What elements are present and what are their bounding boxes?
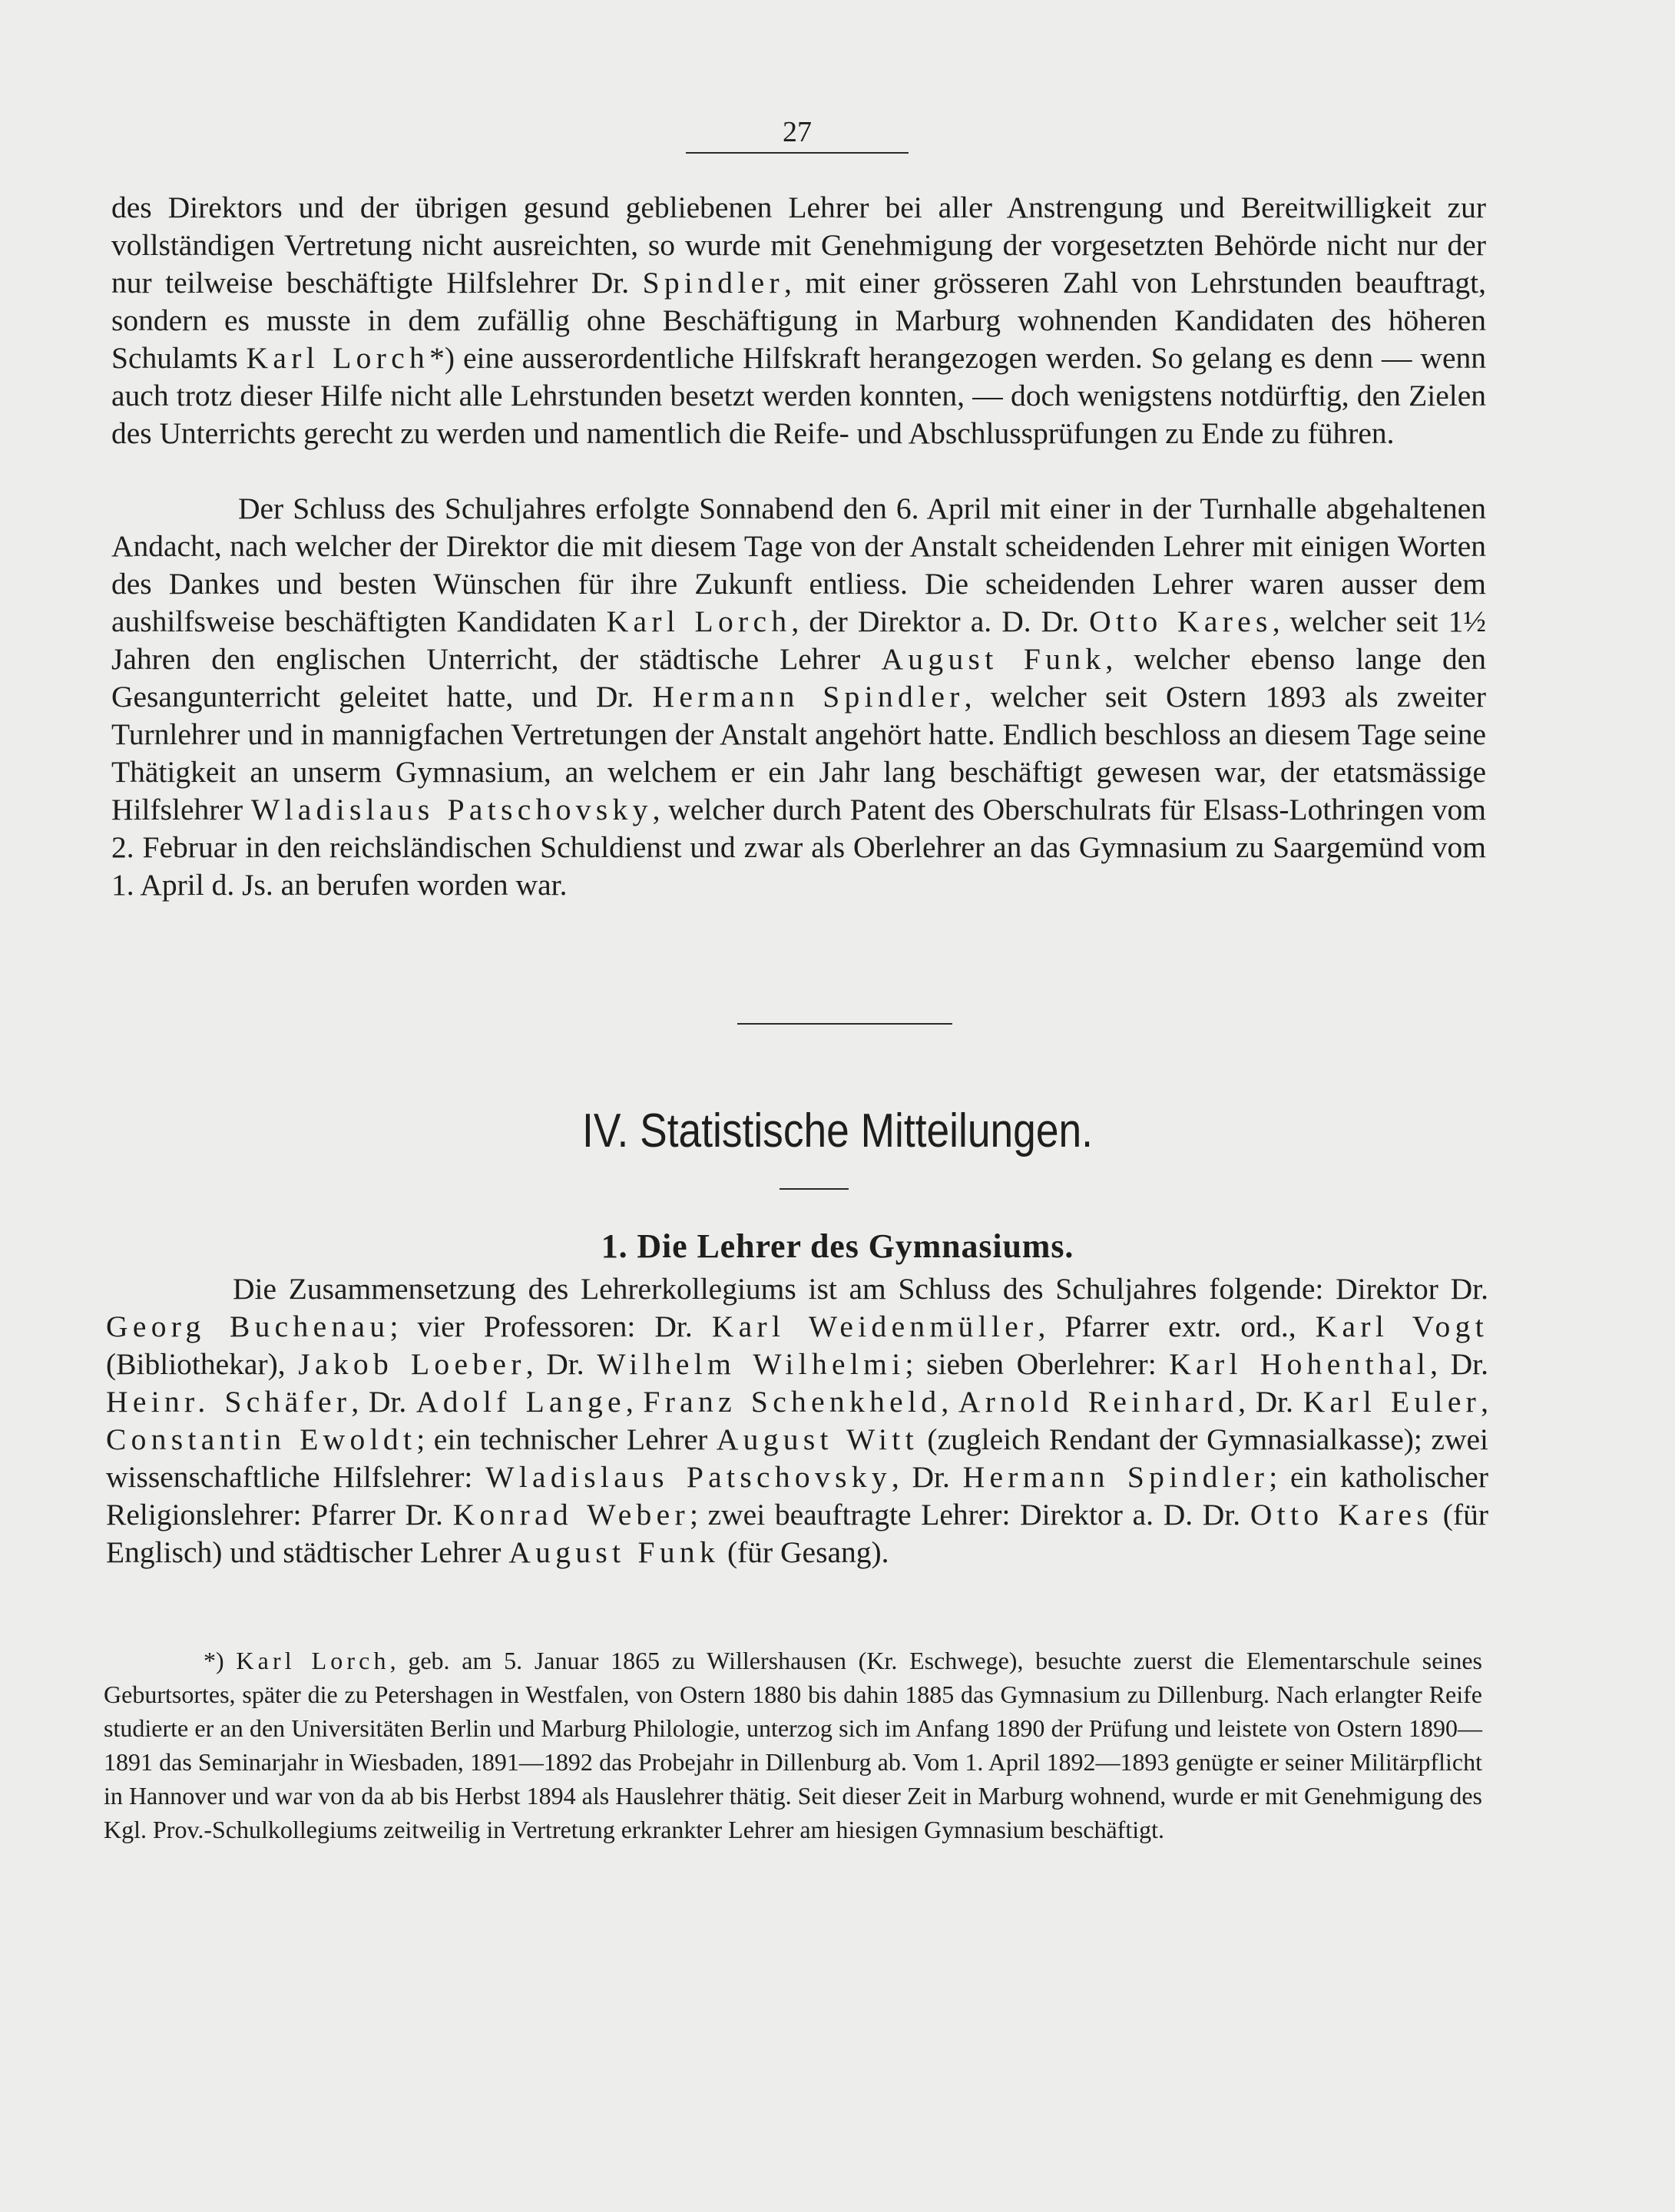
- spaced-name: Karl Euler: [1303, 1385, 1481, 1419]
- title-underline: [780, 1188, 849, 1190]
- text-run: (zugleich Rendant der Gymnasialkasse); zwei wissenschaftliche Hilfslehrer:: [106, 1422, 1489, 1494]
- spaced-name: Karl Vogt: [1315, 1310, 1488, 1343]
- page-number: 27: [686, 114, 909, 154]
- spaced-name: Adolf Lange: [415, 1385, 626, 1419]
- spaced-name: August Witt: [716, 1422, 919, 1456]
- text-run: ,: [625, 1385, 644, 1419]
- text-run: Der Schluss des Schuljahres erfolgte Sonnabend den 6. April mit einer in der Turnhalle abgehaltenen Andacht, nach welcher der Direktor die mit diesem Tage von der Anstalt scheidenden Lehrer mit einigen Worten des Dankes und besten Wünschen für ihre Zukunft entliess. Die scheidenden Lehrer waren ausser dem aushilfsweise beschäftigten Kandidaten: [111, 492, 1486, 638]
- subsection-title: 1. Die Lehrer des Gymnasiums.: [601, 1227, 1074, 1265]
- section-title: IV. Statistische Mitteilungen.: [582, 1104, 1093, 1157]
- spaced-name: Karl Weidenmüller: [711, 1310, 1038, 1343]
- text-run: , Pfarrer extr. ord.,: [1038, 1310, 1316, 1343]
- text-run: , der Direktor a. D. Dr.: [791, 604, 1090, 638]
- spaced-name: Hermann Spindler: [962, 1460, 1269, 1494]
- separator-rule: [737, 1023, 952, 1025]
- paragraph-continued: [111, 189, 1486, 452]
- text-run: ,: [941, 1385, 958, 1419]
- spaced-name: Arnold Reinhard: [958, 1385, 1239, 1419]
- spaced-name: Wilhelm Wilhelmi: [597, 1347, 905, 1381]
- text-run: , geb. am 5. Januar 1865 zu Willershausen (Kr. Eschwege), besuchte zuerst die Elementarschule seines Geburtsortes, später die zu Petershagen in Westfalen, von Ostern 1880 bis dahin 1885 das Gymnasium zu Dillenburg. Nach erlangter Reife studierte er an den Universitäten Berlin und Marburg Philologie, unterzog sich im Anfang 1890 der Prüfung und leistete von Ostern 1890—1891 das Seminarjahr in Wiesbaden, 1891—1892 das Probejahr in Dillenburg ab. Vom 1. April 1892—1893 genügte er seiner Militärpflicht in Hannover und war von da ab bis Herbst 1894 als Hauslehrer thätig. Seit dieser Zeit in Marburg wohnend, wurde er mit Genehmigung des Kgl. Prov.-Schulkollegiums zeitweilig in Vertretung erkrankter Lehrer am hiesigen Gymnasium beschäftigt.: [104, 1647, 1482, 1843]
- text-run: ; sieben Oberlehrer:: [905, 1347, 1170, 1381]
- spaced-name: Wladislaus Patschovsky: [485, 1460, 892, 1494]
- spaced-name: Karl Lorch: [236, 1647, 390, 1674]
- text-run: , Dr.: [1430, 1347, 1489, 1381]
- footnote: [104, 1644, 1482, 1846]
- spaced-name: Karl Lorch: [606, 604, 792, 638]
- text-run: , welcher seit 1½ Jahren den englischen Unterricht, der städtische Lehrer: [111, 604, 1487, 676]
- text-run: , Dr.: [351, 1385, 416, 1419]
- text-run: , Dr.: [525, 1347, 598, 1381]
- paragraph-school-year-end: [111, 490, 1486, 904]
- spaced-name: Otto Kares: [1250, 1498, 1434, 1532]
- text-run: , welcher seit Ostern 1893 als zweiter Turnlehrer und in mannigfachen Vertretungen der Anstalt angehört hatte. Endlich beschloss an diesem Tage seine Thätigkeit an unserm Gymnasium, an welchem er ein Jahr lang beschäftigt gewesen war, der etatsmässige Hilfslehrer: [111, 680, 1486, 826]
- text-run: (für Gesang).: [720, 1535, 889, 1569]
- footnote-marker: *): [204, 1647, 237, 1674]
- text-run: , mit einer grösseren Zahl von Lehrstunden beauftragt, sondern es musste in dem zufällig ohne Beschäftigung in Marburg wohnenden Kandidaten des höheren Schulamts: [111, 266, 1486, 375]
- spaced-name: Jakob Loeber: [298, 1347, 526, 1381]
- text-run: ; ein technischer Lehrer: [416, 1422, 717, 1456]
- spaced-name: Karl Hohenthal: [1169, 1347, 1431, 1381]
- text-run: , welcher durch Patent des Oberschulrats für Elsass-Lothringen vom 2. Februar in den reichsländischen Schuldienst und zwar als Oberlehrer an das Gymnasium zu Saargemünd vom 1. April d. Js. an berufen worden war.: [111, 793, 1486, 902]
- text-run: des Direktors und der übrigen gesund gebliebenen Lehrer bei aller Anstrengung und Bereitwilligkeit zur vollständigen Vertretung nicht ausreichten, so wurde mit Genehmigung der vorgesetzten Behörde nicht nur der nur teilweise beschäftigte Hilfslehrer Dr.: [111, 190, 1486, 300]
- text-run: Die Zusammensetzung des Lehrerkollegiums ist am Schluss des Schuljahres folgende: Direktor Dr.: [233, 1272, 1488, 1306]
- text-run: ; ein katholischer Religionslehrer: Pfarrer Dr.: [106, 1460, 1488, 1532]
- spaced-name: Constantin Ewoldt: [106, 1422, 417, 1456]
- spaced-name: Franz Schenkheld: [643, 1385, 942, 1419]
- text-run: *) eine ausserordentliche Hilfskraft herangezogen werden. So gelang es denn — wenn auch trotz dieser Hilfe nicht alle Lehrstunden besetzt werden konnten, — doch wenigstens notdürftig, den Zielen des Unterrichts gerecht zu werden und namentlich die Reife- und Abschlussprüfungen zu Ende zu führen.: [111, 341, 1487, 450]
- text-run: , welcher ebenso lange den Gesangunterricht geleitet hatte, und Dr.: [111, 642, 1486, 714]
- spaced-name: Wladislaus Patschovsky: [250, 793, 653, 826]
- text-run: ,: [1481, 1385, 1489, 1419]
- paragraph-teachers-list: [106, 1270, 1488, 1571]
- text-run: (für Englisch) und städtischer Lehrer: [106, 1498, 1488, 1569]
- text-run: ; zwei beauftragte Lehrer: Direktor a. D. Dr.: [689, 1498, 1250, 1532]
- spaced-name: Hermann Spindler: [652, 680, 965, 714]
- spaced-name: Otto Kares: [1089, 604, 1273, 638]
- spaced-name: August Funk: [881, 642, 1106, 676]
- spaced-name: Karl Lorch: [246, 341, 430, 375]
- text-run: ; vier Professoren: Dr.: [389, 1310, 712, 1343]
- spaced-name: Konrad Weber: [452, 1498, 690, 1532]
- spaced-name: Spindler: [642, 266, 784, 300]
- spaced-name: Heinr. Schäfer: [106, 1385, 352, 1419]
- spaced-name: August Funk: [508, 1535, 720, 1569]
- spaced-name: Georg Buchenau: [106, 1310, 390, 1343]
- text-run: , Dr.: [1238, 1385, 1303, 1419]
- text-run: (Bibliothekar),: [106, 1347, 299, 1381]
- text-run: , Dr.: [891, 1460, 963, 1494]
